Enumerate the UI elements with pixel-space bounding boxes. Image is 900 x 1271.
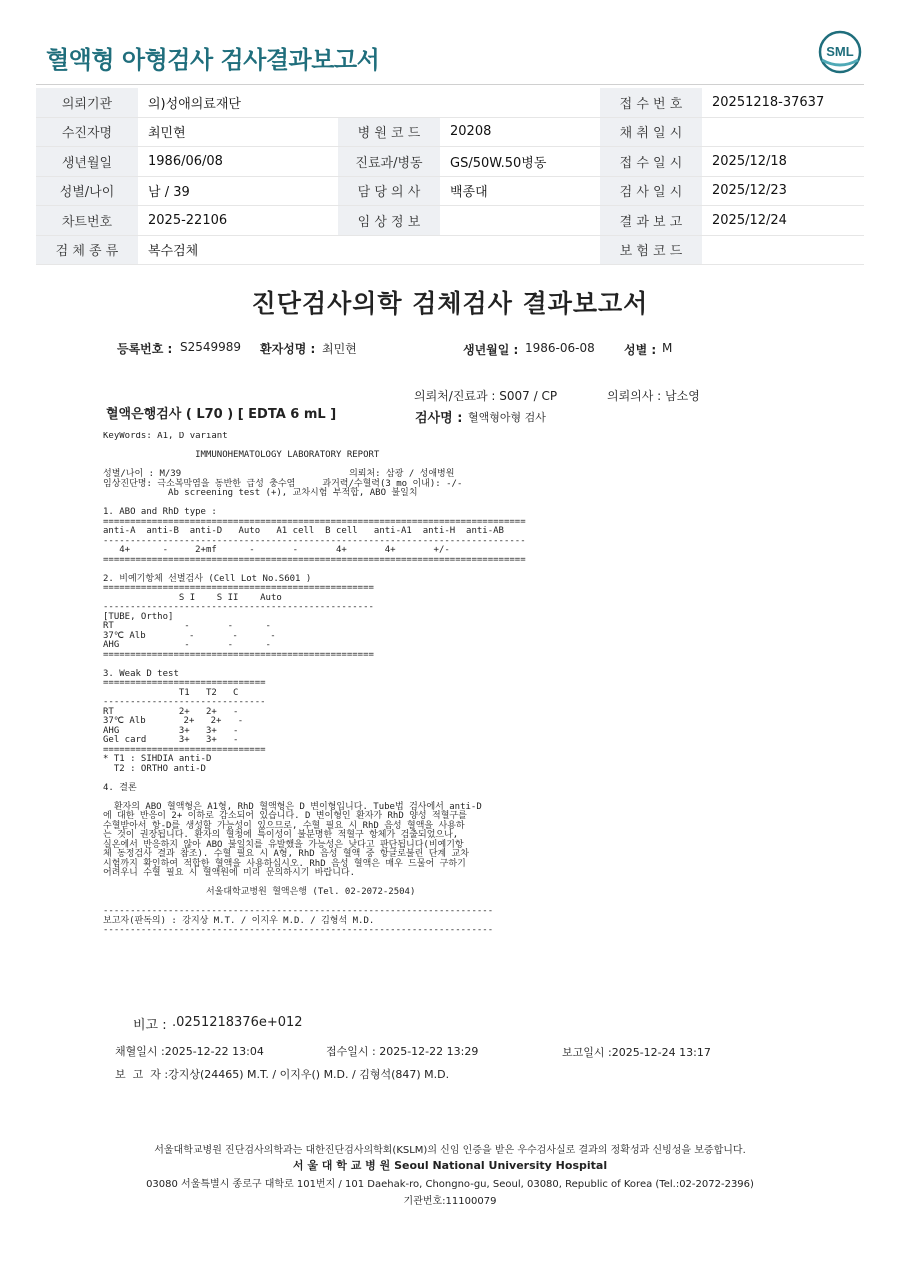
- report-line: 수혈받아서 항-D를 생성할 가능성이 있으므로, 수혈 필요 시 RhD 음성 혈액을 사용하: [103, 820, 465, 831]
- report-line: 37℃ Alb 2+ 2+ -: [103, 716, 244, 726]
- insurance-value: [702, 235, 864, 265]
- dept-label: 진료과/병동: [338, 147, 440, 177]
- report-line: RT - - -: [103, 621, 271, 631]
- immunohematology-report: [103, 432, 583, 936]
- info-row: [36, 147, 864, 177]
- sex-value-2: M: [662, 341, 673, 355]
- hospital-name: 서 울 대 학 교 병 원 Seoul National University Hospital: [292, 1159, 608, 1172]
- info-row: [36, 176, 864, 206]
- report-line: ==============================================================================: [103, 554, 526, 565]
- report-line: T1 T2 C: [103, 687, 239, 698]
- collect-time: 채혈일시 :2025-12-22 13:04: [115, 1045, 264, 1058]
- report-line: 실온에서 반응하지 않아 ABO 불일치를 유발했을 가능성은 낮다고 판단됩니다(비예기항: [103, 839, 464, 850]
- certification-note: 서울대학교병원 진단검사의학과는 대한진단검사의학회(KSLM)의 신임 인증을 받은 우수검사실로 결과의 정확성과 신빙성을 보증합니다.: [154, 1145, 746, 1156]
- recv-no-value: 20251218-37637: [702, 88, 864, 117]
- hosp-code-label: 병 원 코 드: [338, 117, 440, 147]
- report-line: 에 대한 반응이 2+ 이하로 감소되어 있습니다. D 변이형인 환자가 RhD 양성 적혈구를: [103, 811, 467, 821]
- dob-value: 1986-06-08: [525, 341, 595, 355]
- report-line: ------------------------------: [103, 697, 266, 707]
- report-line: T2 : ORTHO anti-D: [103, 763, 206, 774]
- report-line: 4+ - 2+mf - - 4+ 4+ +/-: [103, 545, 450, 555]
- clinical-value: [440, 206, 600, 236]
- report-line: AHG 3+ 3+ -: [103, 725, 239, 736]
- ref-dept: 의뢰처/진료과 : S007 / CP: [414, 389, 558, 403]
- report-line: 어려우니 수혈 필요 시 혈액원에 미리 문의하시기 바랍니다.: [103, 868, 356, 878]
- report-line: ==============================================================================: [103, 516, 526, 527]
- birth-label: 생년월일: [36, 147, 138, 177]
- specimen-value: 복수검체: [138, 235, 600, 265]
- report-line: 서울대학교병원 혈액은행 (Tel. 02-2072-2504): [103, 887, 416, 897]
- report-line: ==================================================: [103, 649, 374, 660]
- reg-value: S2549989: [180, 340, 242, 354]
- report-line: anti-A anti-B anti-D Auto A1 cell B cell anti-A1 anti-H anti-AB: [103, 526, 504, 536]
- specimen-label: 검 체 종 류: [36, 235, 138, 265]
- info-row: [36, 235, 864, 265]
- report-time: 보고일시 :2025-12-24 13:17: [562, 1046, 711, 1059]
- name-label: 환자성명 :: [260, 342, 316, 356]
- report-line: Gel card 3+ 3+ -: [103, 735, 239, 745]
- info-row: [36, 88, 864, 117]
- recv-date-label: 접 수 일 시: [600, 147, 702, 177]
- chart-label: 차트번호: [36, 206, 138, 236]
- test-name-value: 혈액형아형 검사: [468, 411, 546, 424]
- report-line: 37℃ Alb - - -: [103, 630, 276, 641]
- report-date-value: 2025/12/24: [702, 206, 864, 236]
- name-value: 최민현: [322, 342, 357, 356]
- ref-doctor: 의뢰의사 : 남소영: [607, 389, 700, 403]
- report-line: 시험까지 확인하여 적합한 혈액을 사용하십시오. RhD 음성 혈액은 매우 드물어 구하기: [103, 858, 466, 869]
- report-line: S I S II Auto: [103, 592, 282, 603]
- report-line: 환자의 ABO 혈액형은 A1형, RhD 혈액형은 D 변이형입니다. Tube법 검사에서 anti-D: [103, 801, 482, 812]
- report-line: 체 동정검사 결과 참조). 수혈 필요 시 A형, RhD 음성 혈액 중 항글로불린 단계 교차: [103, 849, 469, 859]
- hospital-address: 03080 서울특별시 종로구 대학로 101번지 / 101 Daehak-ro, Chongno-gu, Seoul, 03080, Republic of Korea (Tel.:02-2072-2396): [146, 1179, 754, 1190]
- test-date-value: 2025/12/23: [702, 176, 864, 206]
- logo-text: SML: [826, 44, 854, 59]
- report-line: ==================================================: [103, 583, 374, 593]
- institution-number: 기관번호:11100079: [403, 1196, 497, 1207]
- doctor-label: 담 당 의 사: [338, 176, 440, 206]
- info-row: [36, 117, 864, 147]
- org-value: 의)성애의료재단: [138, 88, 600, 117]
- report-line: 4. 결론: [103, 782, 137, 793]
- chart-value: 2025-22106: [138, 206, 338, 236]
- sex-value: 남 / 39: [138, 176, 338, 206]
- hosp-code-value: 20208: [440, 117, 600, 147]
- dob-label: 생년월일 :: [463, 343, 519, 357]
- report-line: ------------------------------------------------------------------------: [103, 906, 494, 916]
- report-line: 임상진단명: 극소복막염을 동반한 급성 충수염 과거력/수혈력(3 mo 이내): -/-: [103, 478, 463, 489]
- receive-time: 접수일시 : 2025-12-22 13:29: [326, 1045, 479, 1058]
- report-line: 는 것이 권장됩니다. 환자의 혈청에 특이성이 불분명한 적혈구 항체가 검출되었으나,: [103, 830, 459, 840]
- recv-date-value: 2025/12/18: [702, 147, 864, 177]
- sml-logo: [818, 30, 862, 74]
- reg-label: 등록번호 :: [117, 342, 173, 356]
- remarks-value: .0251218376e+012: [172, 1015, 303, 1030]
- report-line: IMMUNOHEMATOLOGY LABORATORY REPORT: [103, 450, 380, 460]
- report-line: [TUBE, Ortho]: [103, 611, 174, 622]
- report-line: Ab screening test (+), 교차시험 부적합, ABO 불일치: [103, 488, 418, 498]
- header-divider: [36, 84, 864, 85]
- remarks-label: 비고 :: [133, 1018, 167, 1033]
- reporters: 보 고 자 :강지상(24465) M.T. / 이지우() M.D. / 김형석(847) M.D.: [115, 1068, 450, 1081]
- report-line: [103, 774, 583, 784]
- insurance-label: 보 험 코 드: [600, 235, 702, 265]
- test-code: 혈액은행검사 ( L70 ) [ EDTA 6 mL ]: [106, 407, 337, 422]
- report-line: ------------------------------------------------------------------------: [103, 925, 494, 935]
- patient-info-table: [36, 88, 864, 265]
- info-row: [36, 206, 864, 236]
- report-line: 2. 비예기항체 선별검사 (Cell Lot No.S601 ): [103, 573, 312, 584]
- test-date-label: 검 사 일 시: [600, 176, 702, 206]
- report-line: ==============================: [103, 678, 266, 688]
- clinical-label: 임 상 정 보: [338, 206, 440, 236]
- dept-value: GS/50W.50병동: [440, 147, 600, 177]
- report-line: --------------------------------------------------: [103, 602, 374, 612]
- birth-value: 1986/06/08: [138, 147, 338, 177]
- lab-report-title: 진단검사의학 검체검사 결과보고서: [251, 289, 649, 318]
- org-label: 의뢰기관: [36, 88, 138, 117]
- patient-label: 수진자명: [36, 117, 138, 147]
- report-line: 1. ABO and RhD type :: [103, 507, 217, 517]
- report-line: * T1 : SIHDIA anti-D: [103, 754, 212, 764]
- sex-label: 성별/나이: [36, 176, 138, 206]
- sex-label-2: 성별 :: [624, 343, 657, 357]
- report-date-label: 결 과 보 고: [600, 206, 702, 236]
- patient-value: 최민현: [138, 117, 338, 147]
- doctor-value: 백종대: [440, 176, 600, 206]
- collect-value: [702, 117, 864, 147]
- test-name-label: 검사명 :: [415, 411, 463, 426]
- report-line: 3. Weak D test: [103, 668, 179, 679]
- report-line: 보고자(판독의) : 강지상 M.T. / 이지우 M.D. / 김형석 M.D.: [103, 915, 375, 926]
- report-line: AHG - - -: [103, 640, 271, 650]
- report-line: KeyWords: A1, D variant: [103, 432, 228, 441]
- report-line: RT 2+ 2+ -: [103, 706, 239, 717]
- report-line: ------------------------------------------------------------------------------: [103, 535, 526, 546]
- recv-no-label: 접 수 번 호: [600, 88, 702, 117]
- report-title: 혈액형 아형검사 검사결과보고서: [46, 46, 380, 74]
- report-line: 성별/나이 : M/39 의뢰처: 삼광 / 성애병원: [103, 469, 455, 479]
- collect-label: 채 취 일 시: [600, 117, 702, 147]
- report-line: ==============================: [103, 744, 266, 755]
